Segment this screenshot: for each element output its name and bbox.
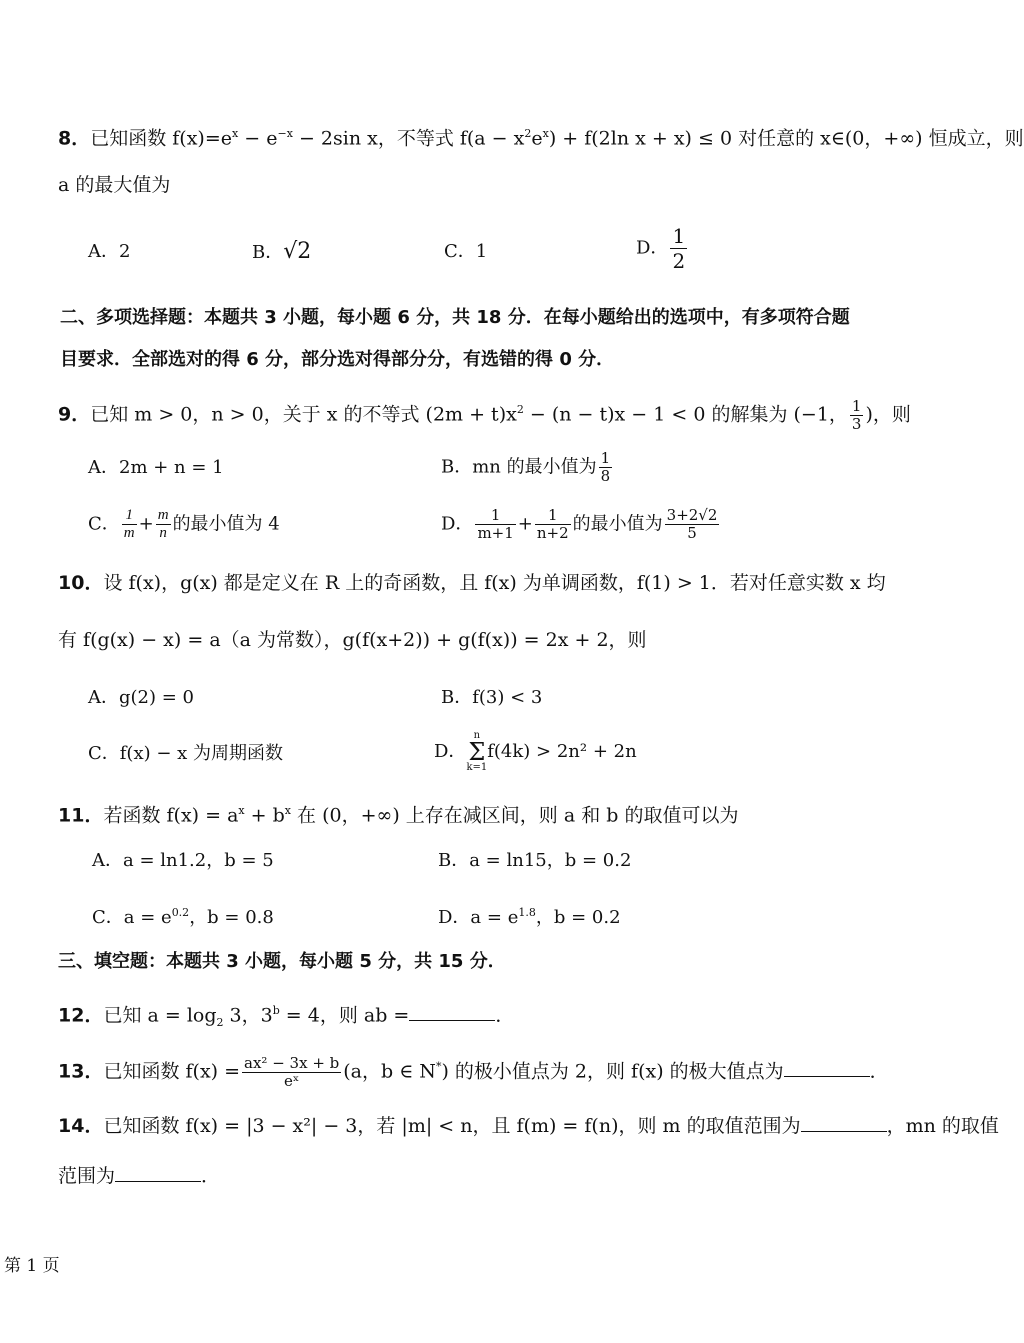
q12-answer-blank[interactable] [409,1002,495,1021]
section2-heading-line1: 二、多项选择题：本题共 3 小题，每小题 6 分，共 18 分．在每小题给出的选项中，有多项符合题 [60,307,850,328]
q14-stem-line2: 范围为 ． [58,1165,221,1187]
q9-option-d: D． $\frac{1}{m+1}$ + $\frac{1}{n+2}$ 的最小值为 $\frac{3+2√2}{5}$ [441,506,718,542]
q9-stem: 9．已知 m > 0，n > 0，关于 x 的不等式 $(2m + t)x^2 - (n - t)x - 1 < 0$ 的解集为 (−1， $\frac{1}{3}$ )，则 [58,396,911,433]
q8-stem: 8．已知函数 $f(x)=e^x - e^{-x} - 2\sin$ x，不等式 $f(a - x^2e^x) + f(2\ln$ x + x) ≤ 0 对任意的 x∈(0，+∞) 恒成立，则 [58,127,1024,150]
q8-option-c: C．1 [444,241,488,262]
q9-option-b: B．mn 的最小值为 $\frac{1}{8}$ [441,449,611,485]
section2-heading-line2: 目要求．全部选对的得 6 分，部分选对得部分分，有选错的得 0 分． [60,349,615,370]
q8-option-a: A．2 [88,241,131,262]
q14-answer-blank-2[interactable] [115,1163,201,1182]
page-footer: 第 1 页 [4,1256,60,1276]
q9-option-a: A．2m + n = 1 [88,457,224,478]
q8-option-d: D． $\frac{1}{2}$ [636,224,686,273]
q14-stem: 14．已知函数 f(x) = |3 − x²| − 3，若 |m| < n，且 f(m) = f(n)，则 m 的取值范围为 ，mn 的取值 [58,1115,999,1137]
q8-option-b: B．√2 [252,239,312,264]
section3-heading: 三、填空题：本题共 3 小题，每小题 5 分，共 15 分． [58,951,506,972]
q9-option-c: C． $\frac{1}{m}$ + $\frac{m}{n}$ 的最小值为 4 [88,507,280,541]
q10-option-a: A．g(2) = 0 [88,687,194,708]
q11-option-b: B．a = ln15，b = 0.2 [438,850,632,871]
q8-stem-line2: a 的最大值为 [58,174,171,196]
q11-option-d: D．$a = e^{1.8}$，b = 0.2 [438,906,621,928]
q10-option-c: C．f(x) − x 为周期函数 [88,743,284,764]
q12-stem: 12．已知 $a = \log_2 3$，$3^b = 4$，则 ab = ． [58,1004,515,1030]
q10-option-d: D．n Σ k=1f(4k) > 2n² + 2n [434,730,637,773]
q10-option-b: B．f(3) < 3 [441,687,543,708]
q11-option-a: A．a = ln1.2，b = 5 [92,850,274,871]
q13-stem: 13．已知函数 f(x) = $\frac{\text{ax² − 3x + b}}{\text{eˣ}}$ (a，b ∈ N*) 的极小值点为 2，则 f(x) 的极大值点为 ． [58,1053,889,1090]
q10-stem: 10．设 f(x)，g(x) 都是定义在 R 上的奇函数，且 f(x) 为单调函数，f(1) > 1．若对任意实数 x 均 [58,572,886,594]
q10-stem-line2: 有 f(g(x) − x) = a（a 为常数），g(f(x+2)) + g(f(x)) = 2x + 2，则 [58,629,647,651]
q11-option-c: C．$a = e^{0.2}$，b = 0.8 [92,906,274,928]
q14-answer-blank-1[interactable] [801,1113,887,1132]
q13-answer-blank[interactable] [784,1058,870,1077]
q11-stem: 11．若函数 $f(x) = a^x + b^x$ 在 (0，+∞) 上存在减区间，则 a 和 b 的取值可以为 [58,804,739,827]
